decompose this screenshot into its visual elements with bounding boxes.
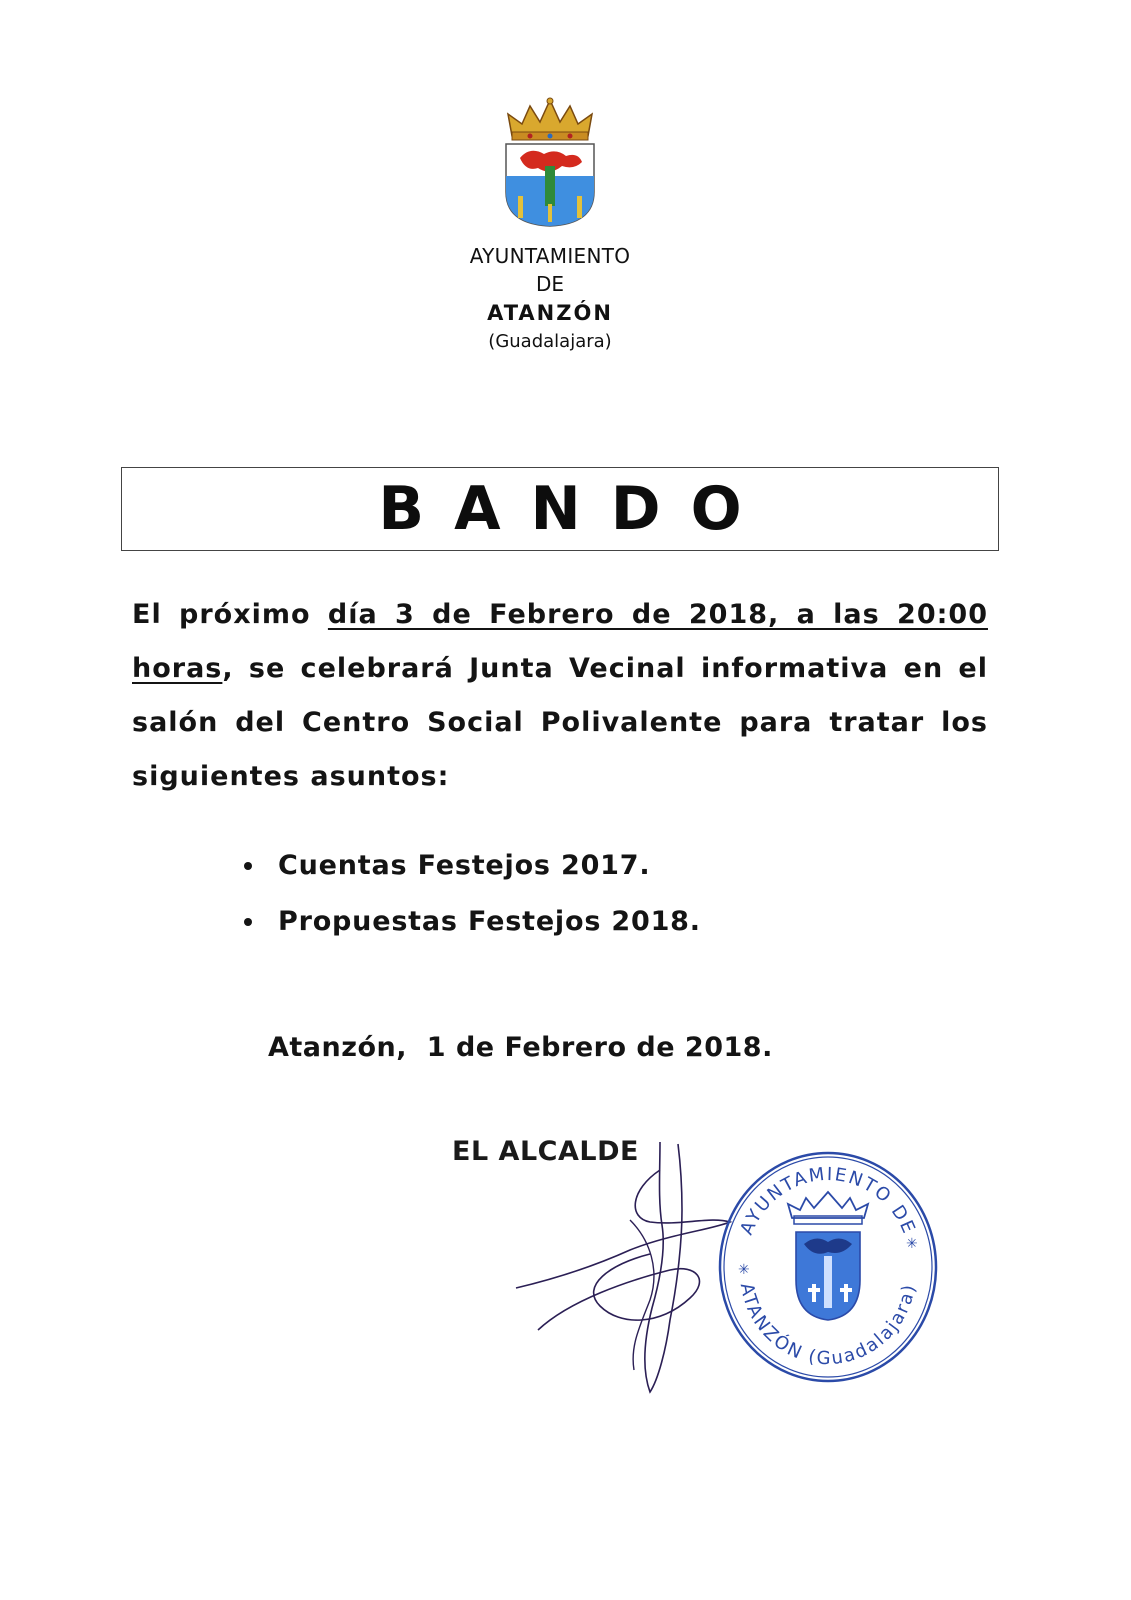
signature-title: EL ALCALDE (452, 1136, 639, 1167)
body-details: , se celebrará Junta Vecinal informativa en el salón del Centro Social Polivalente para tratar los siguientes asuntos: (132, 653, 988, 792)
header-line-town: ATANZÓN (487, 301, 613, 325)
agenda-item-text: Cuentas Festejos 2017. (278, 850, 651, 881)
seal-text-bottom: ATANZÓN (Guadalajara) (735, 1281, 921, 1370)
handwritten-signature-icon (510, 1130, 750, 1400)
municipal-crest-icon (500, 96, 600, 228)
header-line-ayuntamiento: AYUNTAMIENTO (469, 244, 631, 268)
place-date: Atanzón, 1 de Febrero de 2018. (268, 1032, 773, 1063)
bullet-icon (244, 918, 252, 926)
body-intro: El próximo (132, 599, 311, 630)
official-seal-icon (716, 1148, 940, 1386)
svg-text:✳: ✳ (906, 1236, 918, 1252)
document-title: BANDO (378, 474, 772, 544)
agenda-item (240, 894, 701, 950)
header-line-province: (Guadalajara) (488, 331, 612, 352)
body-date-time: día 3 de Febrero de 2018, a las 20:00 horas (132, 599, 988, 684)
agenda-item-text: Propuestas Festejos 2018. (278, 906, 701, 937)
bullet-icon (244, 862, 252, 870)
seal-text-top: AYUNTAMIENTO DE (736, 1163, 920, 1238)
agenda-list (240, 838, 701, 950)
agenda-item (240, 838, 701, 894)
municipality-header (340, 242, 760, 356)
svg-text:✳: ✳ (738, 1262, 750, 1278)
announcement-body (132, 588, 988, 804)
header-line-de: DE (535, 272, 565, 296)
title-box (121, 467, 999, 551)
